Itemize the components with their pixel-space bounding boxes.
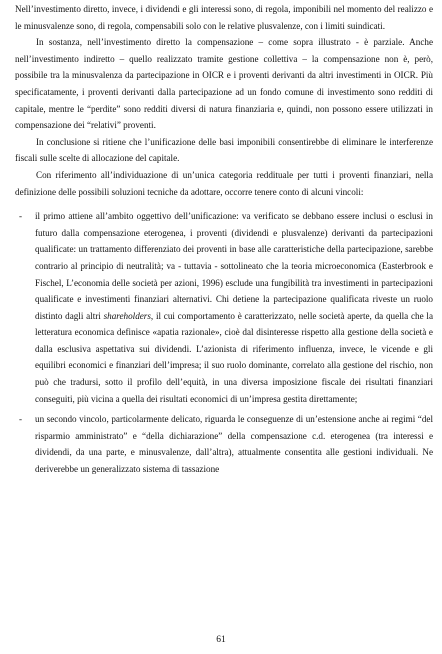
paragraph-conclusion: In conclusione si ritiene che l’unificazione delle basi imponibili consentirebbe di eliminare le interferenze fiscali sulle scelte di allocazione del capitale. <box>15 136 433 164</box>
page-number: 61 <box>216 635 226 645</box>
list-item-text: un secondo vincolo, particolarmente delicato, riguarda le conseguenze di un’estensione anche ai regimi “del risparmio amministrato” e “della dichiarazione” della compensazione c.d. eterogenea (tra interessi e dividendi, da una parte, e minusvalenze, dall’altra), attualmente consentita alle gestioni individuali. Ne deriverebbe un generalizzato sistema di tassazione <box>35 414 433 475</box>
list-dash-marker: - <box>19 414 23 425</box>
list-item-text-continued: , il cui comportamento è caratterizzato, nelle società aperte, da quella che la letteratura economica definisce «apatia razionale», cioè dal disinteresse rispetto alla gestione della società e dalla esclusiva aspettativa sui dividendi. L’azionista di riferimento influenza, invece, le vicende e gli equilibri economici e finanziari dell’impresa; il suo ruolo dominante, correlato alla gestione del rischio, non può che tradursi, sotto il profilo dell’equità, in una diversa imposizione fiscale dei risultati finanziari conseguiti, più vicina a quella dei risultati economici di un’impresa gestita direttamente; <box>35 310 433 404</box>
list-item-emphasis: shareholders <box>103 310 151 321</box>
list-item <box>15 208 433 407</box>
paragraph-direct-investment: Nell’investimento diretto, invece, i dividendi e gli interessi sono, di regola, imponibili nel momento del realizzo e le minusvalenze sono, di regola, compensabili solo con le relative plusvalenze, con i limiti suindicati. <box>15 4 433 31</box>
document-body <box>15 1 433 482</box>
paragraph-constraints-intro: Con riferimento all’individuazione di un’unica categoria reddituale per tutti i proventi finanziari, nella definizione delle possibili soluzioni tecniche da adottare, occorre tenere conto di alcuni vincoli: <box>15 169 433 197</box>
list-item <box>15 411 433 477</box>
list-item-text: il primo attiene all’ambito oggettivo dell’unificazione: va verificato se debbano essere inclusi o esclusi in futuro dalla compensazione eterogenea, i proventi (dividendi e plusvalenze) derivanti da partecipazioni qualificate: un trattamento differenziato dei proventi in base alle caratteristiche della partecipazione, sarebbe contrario al principio di neutralità; va - tuttavia - sottolineato che la teoria microeconomica (Easterbrook e Fischel, L’economia delle società per azioni, 1996) esclude una fungibilità tra investimenti in partecipazioni qualificate e investimenti finanziari alternativi. Chi detiene la partecipazione qualificata riveste un ruolo distinto dagli altri <box>35 211 433 321</box>
constraints-list <box>15 208 433 478</box>
paragraph-compensation: In sostanza, nell’investimento diretto la compensazione – come sopra illustrato - è parziale. Anche nell’investimento indiretto – quello realizzato tramite gestione collettiva – la compensazione non è, però, possibile tra la minusvalenza da partecipazione in OICR e i proventi derivanti da altri investimenti in OICR. Più specificatamente, i proventi derivanti dalla partecipazione ad un fondo comune di investimento sono redditi di capitale, mentre le “perdite” sono redditi diversi di natura finanziaria e, quindi, non possono essere utilizzati in compensazione dei “relativi” proventi. <box>15 37 433 131</box>
list-dash-marker: - <box>19 211 23 222</box>
